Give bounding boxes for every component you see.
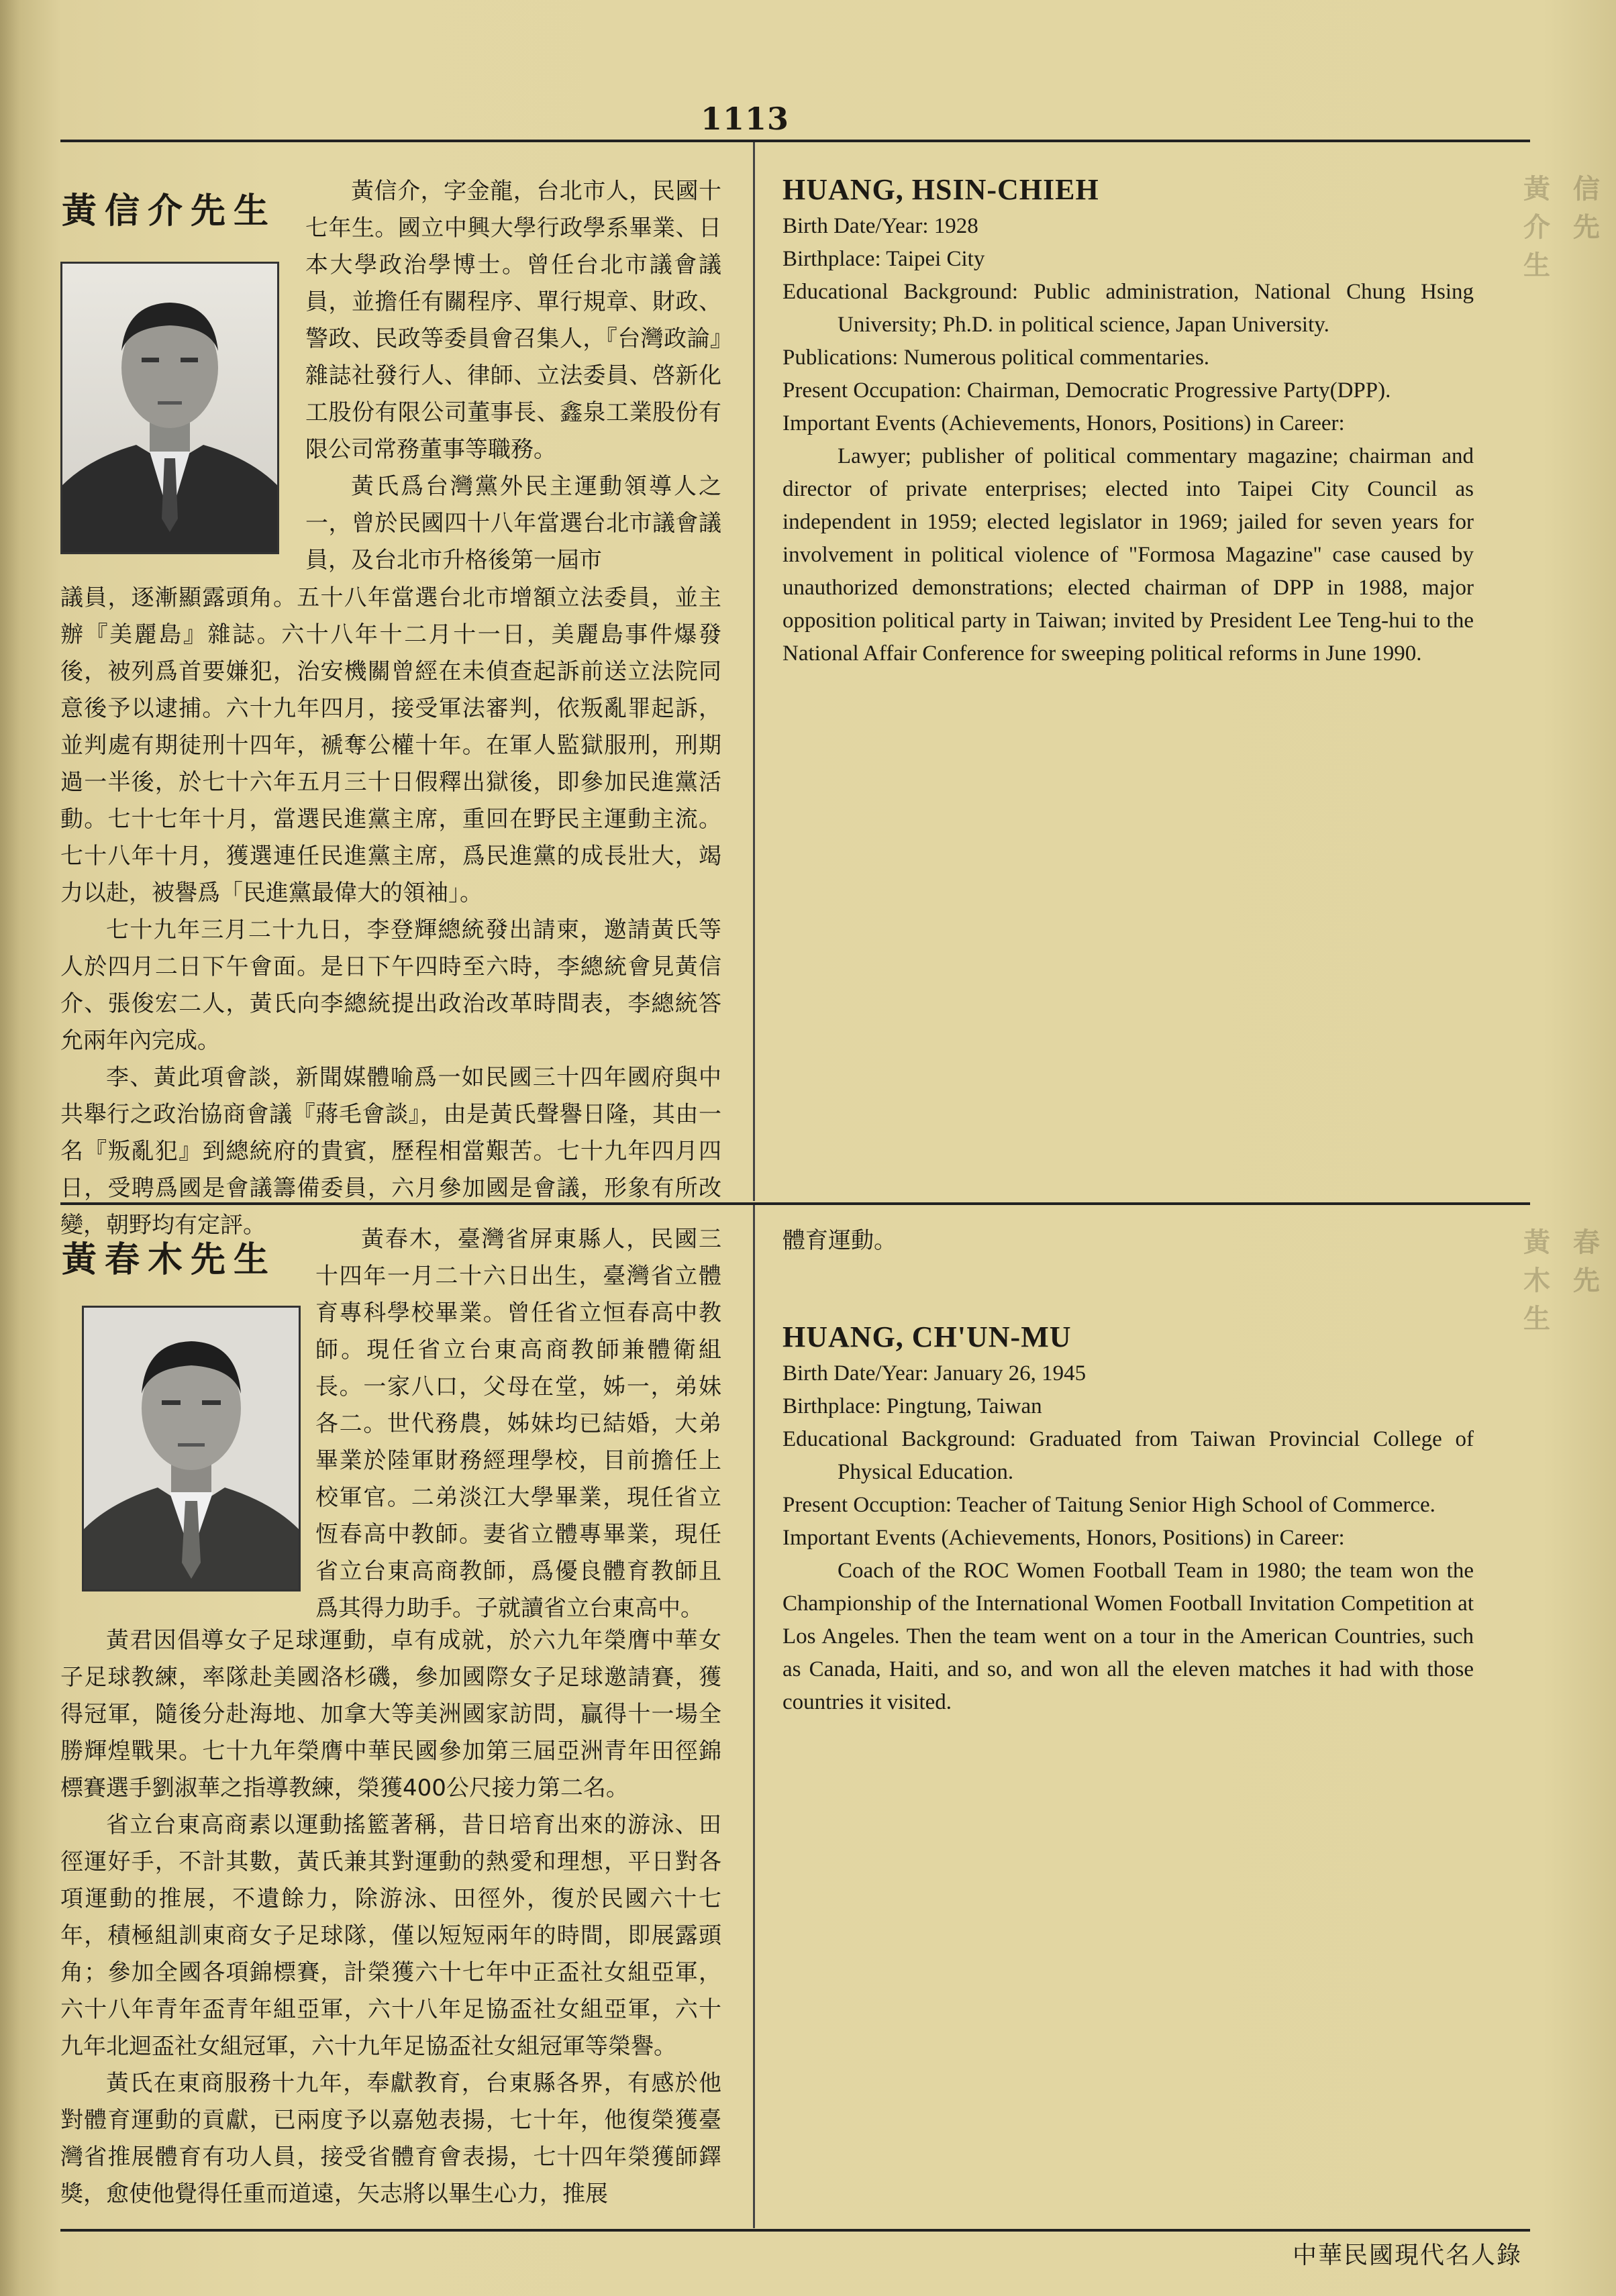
entry2-occupation: Present Occuption: Teacher of Taitung Senior High School of Commerce. bbox=[782, 1493, 1435, 1517]
bottom-rule bbox=[60, 2229, 1530, 2232]
bleed-through-text: 黃 信 介 先 生 bbox=[1523, 174, 1607, 281]
entry2-cn-para4: 黃氏在東商服務十九年，奉獻教育，台東縣各界，有感於他對體育運動的貢獻，已兩度予以嘉勉表揚，七十年，他復榮獲臺灣省推展體育有功人員，接受省體育會表揚，七十四年榮獲師鐸獎，愈使他覺得任重而道遠，矢志將以畢生心力，推展 bbox=[60, 2070, 721, 2207]
entry1-publications: Publications: Numerous political commentaries. bbox=[782, 346, 1210, 370]
entry1-cn-para2a: 黃氏爲台灣黨外民主運動領導人之一，曾於民國四十八年當選台北市議會議員，及台北市升格後第一屆市 bbox=[305, 473, 721, 574]
column-divider bbox=[753, 1205, 755, 2228]
entry2-events-label: Important Events (Achievements, Honors, Positions) in Career: bbox=[782, 1526, 1345, 1550]
entry1-birth: Birth Date/Year: 1928 bbox=[782, 214, 978, 238]
column-divider bbox=[753, 142, 755, 1201]
top-rule bbox=[60, 140, 1530, 142]
entry2-education: Educational Background: Graduated from Taiwan Provincial College of Physical Education. bbox=[782, 1427, 1474, 1484]
page-number: 1113 bbox=[700, 101, 790, 137]
entry-divider-rule bbox=[60, 1202, 1530, 1205]
entry2-birth: Birth Date/Year: January 26, 1945 bbox=[782, 1361, 1087, 1386]
entry1-birthplace: Birthplace: Taipei City bbox=[782, 247, 985, 271]
entry2-birthplace: Birthplace: Pingtung, Taiwan bbox=[782, 1394, 1042, 1418]
entry1-education: Educational Background: Public administration, National Chung Hsing University; Ph.D. in political science, Japan University. bbox=[782, 280, 1474, 337]
entry1-occupation: Present Occupation: Chairman, Democratic Progressive Party(DPP). bbox=[782, 378, 1391, 403]
portrait-image bbox=[62, 264, 277, 552]
entry1-bio-en bbox=[782, 173, 1474, 670]
entry2-portrait-photo bbox=[82, 1306, 301, 1591]
entry1-name-cn: 黃信介先生 bbox=[62, 191, 277, 231]
entry1-cn-para2b: 議員，逐漸顯露頭角。五十八年當選台北市增額立法委員，並主辦『美麗島』雜誌。六十八年十二月十一日，美麗島事件爆發後，被列爲首要嫌犯，治安機關曾經在未偵查起訴前送立法院同意後予以逮捕。六十九年四月，接受軍法審判，依叛亂罪起訴，並判處有期徒刑十四年，褫奪公權十年。在軍人監獄服刑，刑期過一半後，於七十六年五月三十日假釋出獄後，即參加民進黨活動。七十七年十月，當選民進黨主席，重回在野民主運動主流。七十八年十月，獲選連任民進黨主席，爲民進黨的成長壯大，竭力以赴，被譽爲「民進黨最偉大的領袖」。 bbox=[60, 584, 721, 906]
entry1-cn-para1: 黃信介，字金龍，台北市人，民國十七年生。國立中興大學行政學系畢業、日本大學政治學博士。曾任台北市議會議員，並擔任有關程序、單行規章、財政、警政、民政等委員會召集人，『台灣政論』雜誌社發行人、律師、立法委員、啓新化工股份有限公司董事長、鑫泉工業股份有限公司常務董事等職務。 bbox=[305, 178, 721, 463]
entry1-bio-cn-top bbox=[305, 173, 721, 579]
bleed-through-text: 黃 春 木 先 生 bbox=[1523, 1227, 1607, 1335]
entry1-cn-para4: 李、黃此項會談，新聞媒體喻爲一如民國三十四年國府與中共舉行之政治協商會議『蔣毛會談』，由是黃氏聲譽日隆，其由一名『叛亂犯』到總統府的貴賓，歷程相當艱苦。七十九年四月四日，受聘爲國是會議籌備委員，六月參加國是會議，形象有所改變，朝野均有定評。 bbox=[60, 1064, 721, 1239]
footer-book-title: 中華民國現代名人錄 bbox=[1292, 2242, 1522, 2269]
entry2-bio-cn-top bbox=[315, 1221, 721, 1627]
entry2-cn-para2: 黃君因倡導女子足球運動，卓有成就，於六九年榮膺中華女子足球教練，率隊赴美國洛杉磯，參加國際女子足球邀請賽，獲得冠軍，隨後分赴海地、加拿大等美洲國家訪問，贏得十一場全勝輝煌戰果。七十九年榮膺中華民國參加第三屆亞洲青年田徑錦標賽選手劉淑華之指導教練，榮獲400公尺接力第二名。 bbox=[60, 1627, 721, 1802]
entry1-cn-para3: 七十九年三月二十九日，李登輝總統發出請柬，邀請黃氏等人於四月二日下午會面。是日下午四時至六時，李總統會見黃信介、張俊宏二人，黃氏向李總統提出政治改革時間表，李總統答允兩年內完成。 bbox=[60, 917, 721, 1054]
entry1-name-en: HUANG, HSIN-CHIEH bbox=[782, 173, 1099, 206]
portrait-image bbox=[84, 1308, 299, 1589]
entry2-events-text: Coach of the ROC Women Football Team in 1980; the team won the Championship of the International Women Football Invitation Competition at Los Angeles. Then the team went on a tour in the American Countries, such as Canada, Haiti, and so, and won all the eleven matches it had with those countries it visited. bbox=[782, 1559, 1474, 1714]
entry2-cn-para3: 省立台東高商素以運動搖籃著稱，昔日培育出來的游泳、田徑運好手，不計其數，黃氏兼其對運動的熱愛和理想，平日對各項運動的推展，不遺餘力，除游泳、田徑外，復於民國六十七年，積極組訓東商女子足球隊，僅以短短兩年的時間，即展露頭角；參加全國各項錦標賽，計榮獲六十七年中正盃社女組亞軍，六十八年青年盃青年組亞軍，六十八年足協盃社女組亞軍，六十九年北迴盃社女組冠軍，六十九年足協盃社女組冠軍等榮譽。 bbox=[60, 1812, 721, 2060]
entry2-bio-cn-bottom bbox=[60, 1622, 721, 2213]
entry2-bio-en bbox=[782, 1320, 1474, 1719]
entry2-name-en: HUANG, CH'UN-MU bbox=[782, 1320, 1072, 1353]
entry2-cn-cont: 體育運動。 bbox=[782, 1227, 897, 1254]
entry1-events-label: Important Events (Achievements, Honors, Positions) in Career: bbox=[782, 411, 1345, 435]
entry2-cn-continuation bbox=[782, 1222, 1118, 1259]
entry1-bio-cn-bottom bbox=[60, 580, 721, 1244]
entry1-events-text: Lawyer; publisher of political commentary magazine; chairman and director of private enterprises; elected into Taipei City Council as independent in 1959; elected legislator in 1969; jailed for seven years for involvement in political violence of "Formosa Magazine" case caused by unauthorized demonstrations; elected chairman of DPP in 1988, major opposition political party in Taiwan; invited by President Lee Teng-hui to the National Affair Conference for sweeping political reforms in June 1990. bbox=[782, 444, 1474, 666]
entry2-cn-para1: 黃春木，臺灣省屏東縣人，民國三十四年一月二十六日出生，臺灣省立體育專科學校畢業。曾任省立恒春高中教師。現任省立台東高商教師兼體衛組長。一家八口，父母在堂，姊一，弟妹各二。世代務農，姊妹均已結婚，大弟畢業於陸軍財務經理學校，目前擔任上校軍官。二弟淡江大學畢業，現任省立恆春高中教師。妻省立體專畢業，現任省立台東高商教師，爲優良體育教師且爲其得力助手。子就讀省立台東高中。 bbox=[315, 1226, 721, 1622]
entry1-portrait-photo bbox=[60, 262, 279, 554]
entry2-name-cn: 黃春木先生 bbox=[62, 1240, 277, 1280]
